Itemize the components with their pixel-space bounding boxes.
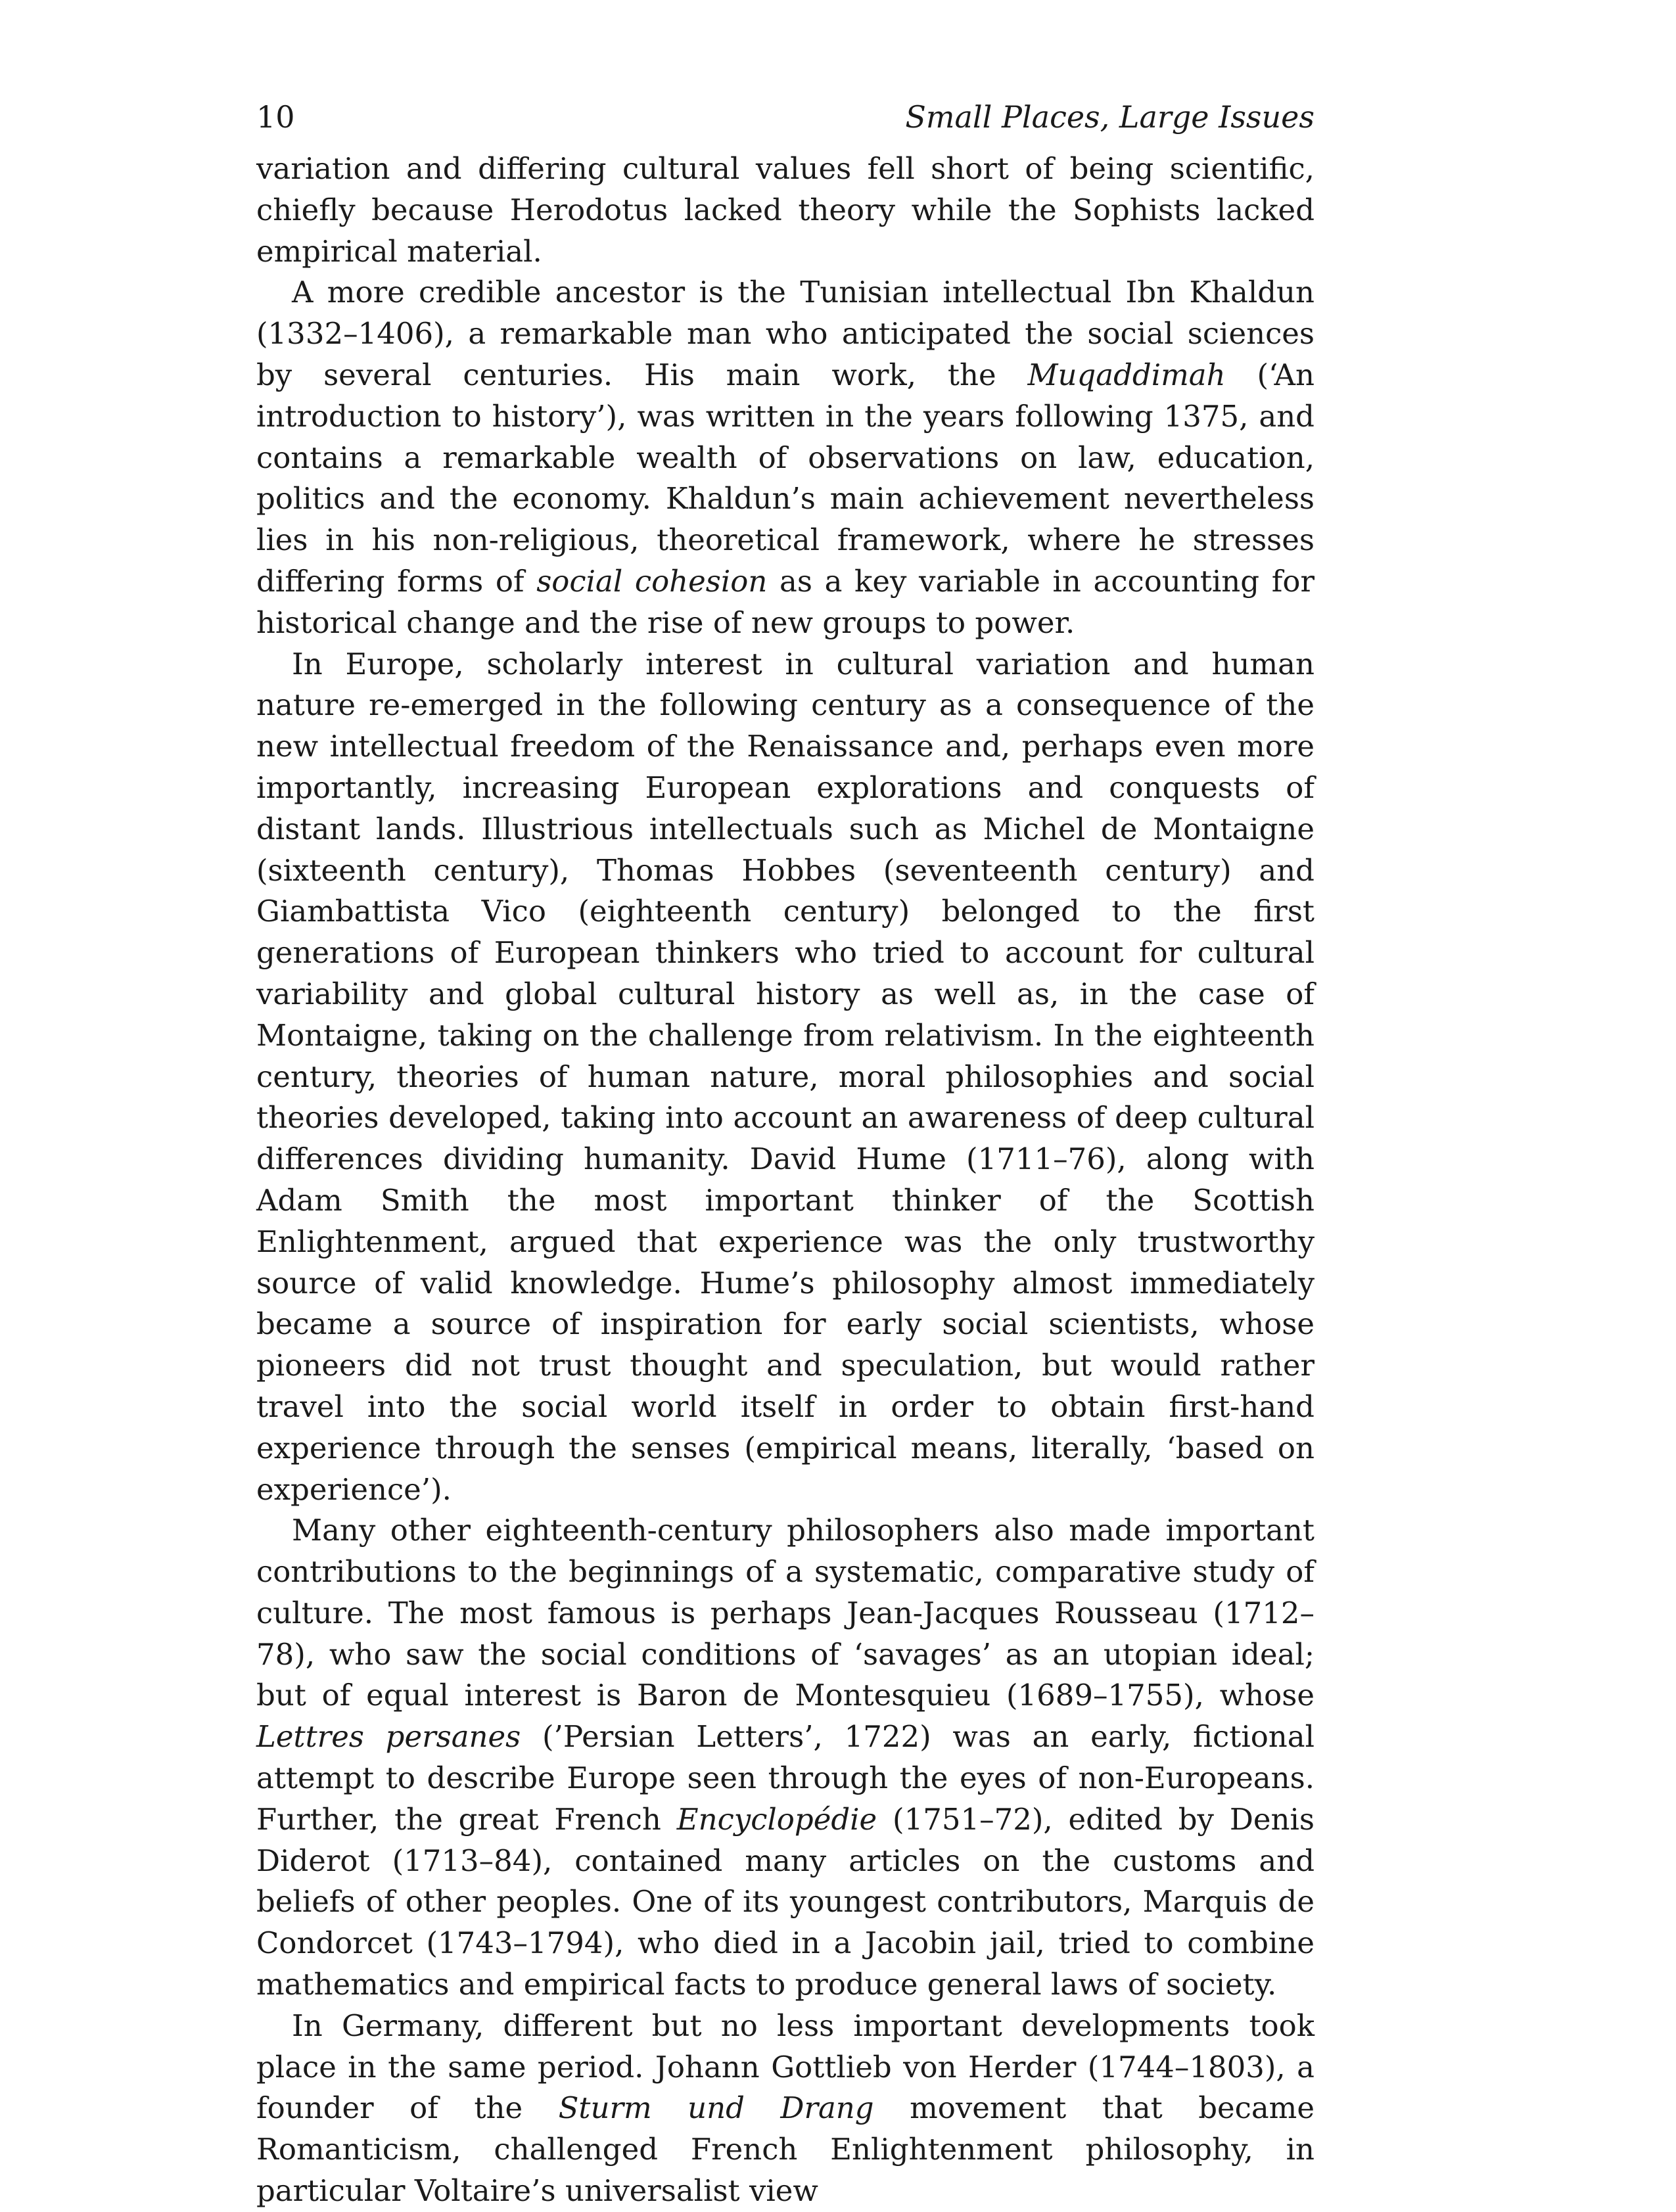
text-run: as a key variable in accounting for historical change and the rise of new groups to power. — [256, 563, 1315, 640]
text-run: (’Persian Letters’, 1722) was an early, fictional attempt to describe Europe seen through the eyes of non-Europeans. Further, the great French — [256, 1719, 1315, 1837]
running-title: Small Places, Large Issues — [905, 99, 1315, 135]
text-run: Many other eighteenth-century philosophers also made important contributions to the beginnings of a systematic, comparative study of culture. The most famous is perhaps Jean-Jacques Rousseau (1712–78), who saw the social conditions of ‘savages’ as an utopian ideal; but of equal interest is Baron de Montesquieu (1689–1755), whose — [256, 1513, 1315, 1713]
italic-term-social-cohesion: social cohesion — [536, 563, 768, 599]
text-run: movement that became Romanticism, challenged French Enlightenment philosophy, in particular Voltaire’s universalist view — [256, 2090, 1315, 2209]
text-run: (1751–72), edited by Denis Diderot (1713–84), contained many articles on the customs and beliefs of other peoples. One of its youngest contributors, Marquis de Condorcet (1743–1794), who died in a Jacobin jail, tried to combine mathematics and empirical facts to produce general laws of society. — [256, 1801, 1315, 2002]
text-run: In Europe, scholarly interest in cultural variation and human nature re-emerged in the following century as a consequence of the new intellectual freedom of the Renaissance and, perhaps even more importantly, increasing European explorations and conquests of distant lands. Illustrious intellectuals such as Michel de Montaigne (sixteenth century), Thomas Hobbes (seventeenth century) and Giambattista Vico (eighteenth century) belonged to the first generations of European thinkers who tried to account for cultural variability and global cultural history as well as, in the case of Montaigne, taking on the challenge from relativism. In the eighteenth century, theories of human nature, moral philosophies and social theories developed, taking into account an awareness of deep cultural differences dividing humanity. David Hume (1711–76), along with Adam Smith the most important thinker of the Scottish Enlightenment, argued that experience was the only trustworthy source of valid knowledge. Hume’s philosophy almost immediately became a source of inspiration for early social scientists, whose pioneers did not trust thought and speculation, but would rather travel into the social world itself in order to obtain first-hand experience through the senses (empirical means, literally, ‘based on experience’). — [256, 646, 1315, 1507]
paragraph-eighteenth-century — [256, 1510, 1315, 2006]
paragraph-ibn-khaldun — [256, 272, 1315, 643]
book-page — [256, 85, 1315, 2212]
paragraph-europe — [256, 644, 1315, 1511]
body-text — [256, 149, 1315, 2212]
paragraph-continued — [256, 149, 1315, 272]
text-run: (‘An introduction to history’), was written in the years following 1375, and contains a remarkable wealth of observations on law, education, politics and the economy. Khaldun’s main achievement nevertheless lies in his non-religious, theoretical framework, where he stresses differing forms of — [256, 357, 1315, 599]
running-head — [256, 85, 1315, 149]
page-number: 10 — [256, 99, 295, 135]
italic-title-lettres-persanes: Lettres persanes — [256, 1719, 521, 1755]
italic-title-muqaddimah: Muqaddimah — [1027, 357, 1226, 392]
text-run: variation and differing cultural values fell short of being scientific, chiefly because Herodotus lacked theory while the Sophists lacked empirical material. — [256, 151, 1315, 269]
text-run: In Germany, different but no less important developments took place in the same period. Johann Gottlieb von Herder (1744–1803), a founder of the — [256, 2008, 1315, 2126]
paragraph-germany — [256, 2006, 1315, 2212]
italic-term-sturm-und-drang: Sturm und Drang — [558, 2090, 874, 2126]
italic-title-encyclopedie: Encyclopédie — [676, 1801, 877, 1837]
text-run: A more credible ancestor is the Tunisian intellectual Ibn Khaldun (1332–1406), a remarkable man who anticipated the social sciences by several centuries. His main work, the — [256, 275, 1315, 392]
